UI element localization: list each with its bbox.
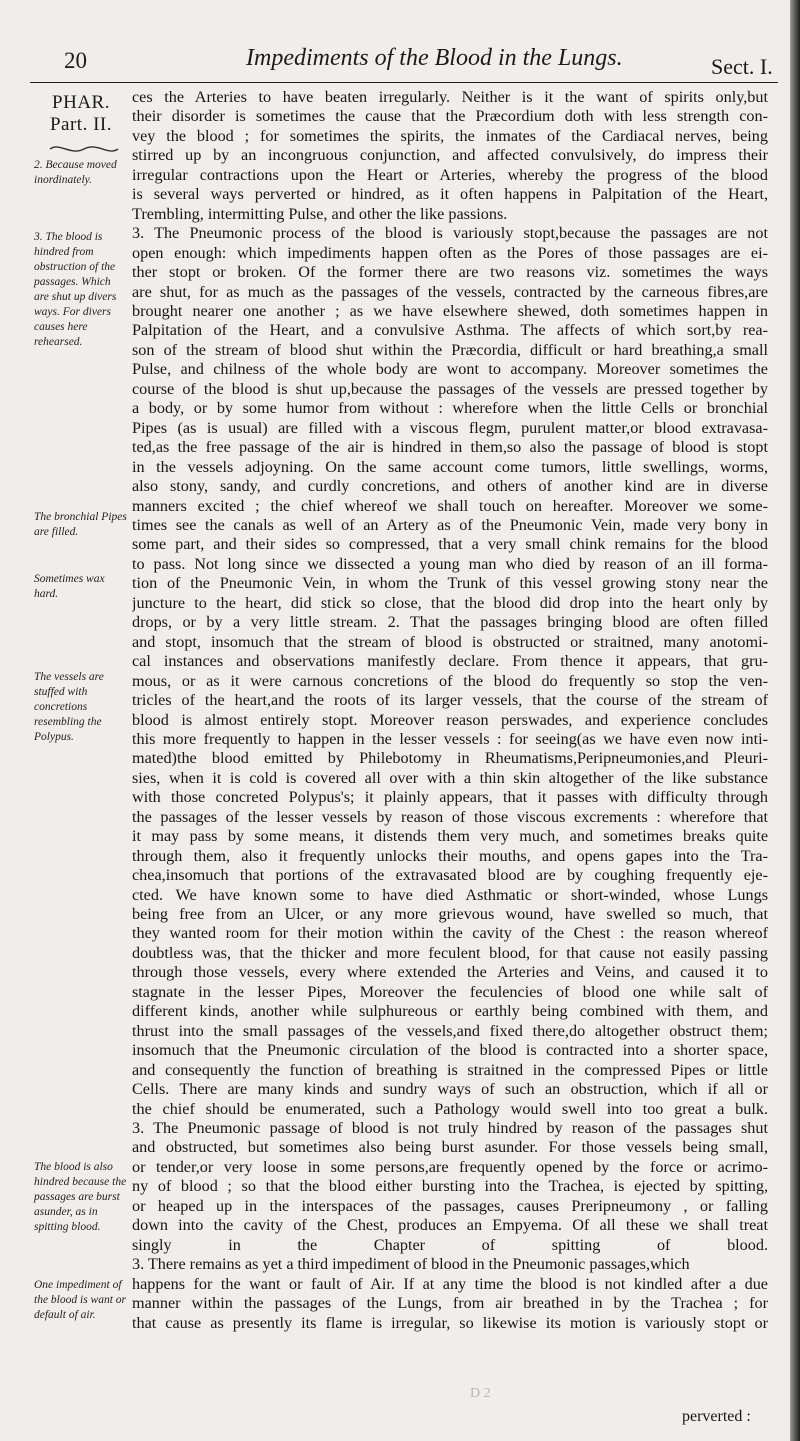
body-line: the chief should be enumerated, such a Pathology would swell into too great a bulk. — [132, 1099, 768, 1118]
body-line: tricles of the heart,and the roots of its larger vessels, that the course of the stream of — [132, 691, 768, 710]
ornament-flourish — [48, 142, 120, 156]
signature-mark: D 2 — [470, 1386, 491, 1401]
body-line: through them, also it frequently unlocks their mouths, and opens gapes into the Tra- — [132, 846, 768, 865]
body-line: son of the stream of blood shut within the Præcordia, difficult or hard breathing,a small — [132, 340, 768, 359]
margin-note-moved-inordinately: 2. Because moved inordinately. — [34, 159, 117, 186]
body-line: cal instances and observations manifestly declare. From thence it appears, that gru- — [132, 652, 768, 671]
body-line: doubtless was, that the thicker and more feculent blood, for that cause not easily passing — [132, 943, 768, 962]
section-mark: Sect. I. — [711, 54, 773, 79]
body-line: irregular contractions upon the Heart or Arteries, whereby the progress of the blood — [132, 165, 768, 184]
body-line: Cells. There are many kinds and sundry ways of such an obstruction, which if all or — [132, 1080, 768, 1099]
body-line: cted. We have known some to have died Asthmatic or short-winded, whose Lungs — [132, 885, 768, 904]
body-line: down into the cavity of the Chest, produces an Empyema. Of all these we shall treat — [132, 1216, 768, 1235]
margin-note-burst-asunder: The blood is also hindred because the passages are burst asunder, as in spitting blood. — [34, 1161, 127, 1233]
body-line: stagnate in the lesser Pipes, Moreover the feculencies of blood one while salt of — [132, 982, 768, 1001]
body-line: drops, or by a very little stream. 2. That the passages bringing blood are often filled — [132, 613, 768, 632]
body-line: or tender,or very loose in some persons,are frequently opened by the force or acrimo- — [132, 1157, 768, 1176]
body-line: course of the blood is shut up,because the passages of the vessels are pressed together by — [132, 379, 768, 398]
body-line: mous, or as it were carnous concretions of the blood do frequently so stop the ven- — [132, 671, 768, 690]
body-line: ces the Arteries to have beaten irregularly. Neither is it the want of spirits only,but — [132, 88, 768, 106]
body-line: is several ways perverted or hindred, as it often happens in Palpitation of the Heart, — [132, 185, 768, 204]
body-line: Palpitation of the Heart, and a convulsive Asthma. The affects of which sort,by rea- — [132, 321, 768, 340]
body-line: with those concreted Polypus's; it plainly appears, that it passes with difficulty through — [132, 788, 768, 807]
body-line: the passages of the lesser vessels by reason of those viscous excrements : wherefore that — [132, 807, 768, 826]
header-rule — [30, 82, 778, 83]
body-line: mated)the blood emitted by Philebotomy in Rheumatisms,Peripneumonies,and Pleuri- — [132, 749, 768, 768]
running-head: Impediments of the Blood in the Lungs. — [246, 45, 623, 71]
body-line: brought nearer one another ; as we have elsewhere shewed, doth sometimes happen in — [132, 301, 768, 320]
body-line: juncture to the heart, did stick so close, that the blood did drop into the heart only by — [132, 593, 768, 612]
body-line: Pipes (as is usual) are filled with a viscous flegm, purulent matter,or blood extravasa- — [132, 418, 768, 437]
body-line: they wanted room for their motion within the cavity of the Chest : the reason whereof — [132, 924, 768, 943]
body-line: their disorder is sometimes the cause that the Præcordium doth with less strength con- — [132, 107, 768, 126]
body-line: tion of the Pneumonic Vein, in whom the Trunk of this vessel growing stony near the — [132, 574, 768, 593]
body-line: ny of blood ; so that the blood either bursting into the Trachea, is ejected by spitting, — [132, 1177, 768, 1196]
part-label-line1: PHAR. — [52, 92, 110, 113]
body-line: it may pass by some means, it distends them very much, and sometimes breaks quite — [132, 827, 768, 846]
binding-gutter — [790, 0, 800, 1441]
body-line: being free from an Ulcer, or any more grievous wound, have swelled so much, that — [132, 905, 768, 924]
body-line: stirred up by an incongruous conjunction, and affected convulsively, do impress their — [132, 146, 768, 165]
body-line: different kinds, another while sulphureous or earthly being combined with them, and — [132, 1002, 768, 1021]
margin-note-polypus: The vessels are stuffed with concretions resembling the Polypus. — [34, 671, 104, 743]
body-line: ther stopt or broken. Of the former there are two reasons viz. sometimes the ways — [132, 263, 768, 282]
body-line: sies, when it is cold is covered all over with a thin skin altogether of the like substance — [132, 768, 768, 787]
body-line: 3. The Pneumonic process of the blood is variously stopt,because the passages are not — [132, 224, 768, 243]
body-line: singly in the Chapter of spitting of blood. — [132, 1235, 768, 1254]
body-line: are shut, for as much as the passages of the vessels, contracted by the carneous fibres,are — [132, 282, 768, 301]
body-line: and consequently the function of breathing is straitned in the compressed Pipes or little — [132, 1060, 768, 1079]
body-line: thrust into the small passages of the vessels,and fixed there,do altogether obstruct them; — [132, 1021, 768, 1040]
body-line: manner within the passages of the Lungs, from air breathed in by the Trachea ; for — [132, 1294, 768, 1313]
body-line: a body, or by some humor from without : wherefore when the little Cells or bronchial — [132, 399, 768, 418]
body-line: and stopt, insomuch that the stream of blood is obstructed or straitned, many anotomi- — [132, 632, 768, 651]
body-line: manners excited ; the chief whereof we shall touch on hereafter. Moreover we some- — [132, 496, 768, 515]
body-line: insomuch that the Pneumonic circulation of the blood is contracted into a shorter space, — [132, 1041, 768, 1060]
page-number: 20 — [64, 48, 87, 73]
body-line: Pulse, and chilness of the whole body are wont to accompany. Moreover sometimes the — [132, 360, 768, 379]
body-line: blood is almost entirely stopt. Moreover reason perswades, and experience concludes — [132, 710, 768, 729]
body-line: vey the blood ; for sometimes the spirits, the inmates of the Cardiacal nerves, being — [132, 126, 768, 145]
margin-note-obstruction: 3. The blood is hindred from obstruction of the passages. Which are shut up divers ways. For divers causes here rehearsed. — [34, 231, 117, 348]
body-line: also stony, sandy, and curdly concretions, and others of another kind are in diverse — [132, 477, 768, 496]
body-text — [132, 88, 768, 1333]
body-line: or heaped up in the interspaces of the passages, causes Preripneumony , or falling — [132, 1196, 768, 1215]
part-label-line2: Part. II. — [49, 114, 112, 135]
body-line: this more frequently to happen in the lesser vessels : for seeing(as we have even now inti- — [132, 729, 768, 748]
body-line: in the vessels adjoyning. On the same account come tumors, little swellings, worms, — [132, 457, 768, 476]
margin-note-bronchial-pipes: The bronchial Pipes are filled. — [34, 511, 127, 538]
margin-note-want-of-air: One impediment of the blood is want or default of air. — [34, 1279, 127, 1321]
body-line: ted,as the free passage of the air is hindred in them,so also the passage of blood is stopt — [132, 438, 768, 457]
body-line: through those vessels, every where extended the Arteries and Veins, and caused it to — [132, 963, 768, 982]
body-line: Trembling, intermitting Pulse, and other the like passions. — [132, 204, 508, 223]
body-line: times see the canals as well of an Artery as of the Pneumonic Vein, made very bony in — [132, 515, 768, 534]
body-line: that cause as presently its flame is irregular, so likewise its motion is variously stopt or — [132, 1313, 768, 1332]
body-line: happens for the want or fault of Air. If at any time the blood is not kindled after a due — [132, 1274, 768, 1293]
body-line: and obstructed, but sometimes also being burst asunder. For those vessels being small, — [132, 1138, 768, 1157]
body-line: chea,insomuch that portions of the extravasated blood are by coughing frequently eje- — [132, 866, 768, 885]
body-line: 3. There remains as yet a third impediment of blood in the Pneumonic passages,which — [132, 1255, 690, 1274]
catchword: perverted : — [682, 1408, 751, 1425]
body-line: open enough: which impediments happen often as the Pores of those passages are ei- — [132, 243, 768, 262]
body-line: 3. The Pneumonic passage of blood is not truly hindred by reason of the passages shut — [132, 1119, 768, 1138]
margin-note-wax-hard: Sometimes wax hard. — [34, 573, 105, 600]
body-line: some part, and their sides so compressed, that a very small chink remains for the blood — [132, 535, 768, 554]
body-line: to pass. Not long since we dissected a young man who died by reason of an ill forma- — [132, 554, 768, 573]
